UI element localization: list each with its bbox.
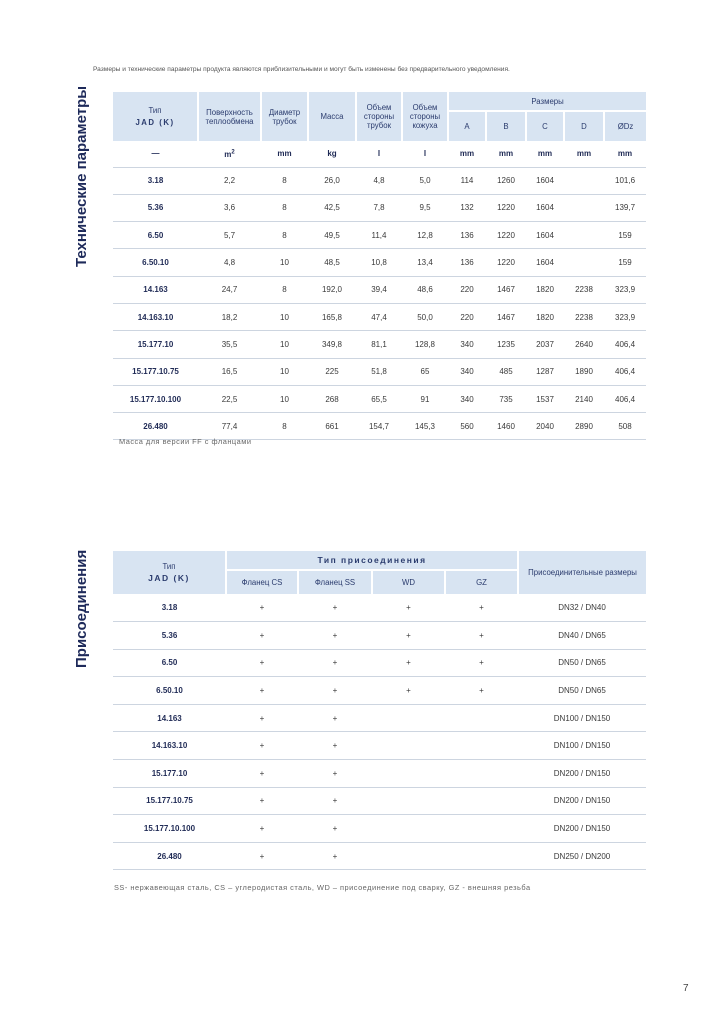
- connection-wd-cell: [372, 842, 445, 870]
- value-cell: 2238: [564, 276, 604, 303]
- value-cell: 560: [448, 413, 486, 440]
- connection-gz-cell: +: [445, 622, 518, 650]
- connection-wd-cell: +: [372, 677, 445, 705]
- model-cell: 14.163.10: [113, 732, 226, 760]
- value-cell: 220: [448, 303, 486, 330]
- header-type-code: JAD (K): [135, 118, 175, 127]
- value-cell: 406,4: [604, 331, 646, 358]
- table-row: [113, 276, 646, 303]
- value-cell: 4,8: [356, 167, 402, 194]
- model-cell: 15.177.10.75: [113, 358, 198, 385]
- value-cell: 35,5: [198, 331, 261, 358]
- value-cell: 2040: [526, 413, 564, 440]
- value-cell: 4,8: [198, 249, 261, 276]
- value-cell: 13,4: [402, 249, 448, 276]
- value-cell: 1604: [526, 194, 564, 221]
- disclaimer-text: Размеры и технические параметры продукта являются приблизительными и могут быть изменены без предварительного уведомления.: [93, 66, 510, 73]
- header-dim-dz: ØDz: [604, 111, 646, 141]
- value-cell: 12,8: [402, 222, 448, 249]
- value-cell: 91: [402, 385, 448, 412]
- model-cell: 3.18: [113, 167, 198, 194]
- connection-size-cell: DN200 / DN150: [518, 787, 646, 815]
- connection-ss-cell: +: [298, 594, 372, 622]
- connection-ss-cell: +: [298, 622, 372, 650]
- units-row: [113, 141, 646, 167]
- value-cell: 154,7: [356, 413, 402, 440]
- value-cell: 1235: [486, 331, 526, 358]
- connection-ss-cell: +: [298, 649, 372, 677]
- value-cell: 65,5: [356, 385, 402, 412]
- table-row: [113, 677, 646, 705]
- value-cell: 16,5: [198, 358, 261, 385]
- table-row: [113, 649, 646, 677]
- unit-cell: mm: [526, 141, 564, 167]
- unit-cell: mm: [448, 141, 486, 167]
- header-flange-ss: Фланец SS: [298, 570, 372, 594]
- connection-wd-cell: [372, 732, 445, 760]
- header-connection-type: Тип присоединения: [226, 551, 518, 570]
- value-cell: 10,8: [356, 249, 402, 276]
- connection-size-cell: DN100 / DN150: [518, 732, 646, 760]
- model-cell: 14.163: [113, 704, 226, 732]
- value-cell: 101,6: [604, 167, 646, 194]
- connection-cs-cell: +: [226, 594, 298, 622]
- connection-cs-cell: +: [226, 704, 298, 732]
- value-cell: 192,0: [308, 276, 356, 303]
- value-cell: 1604: [526, 167, 564, 194]
- unit-cell: l: [402, 141, 448, 167]
- header-sizes: Размеры: [448, 92, 646, 111]
- value-cell: 1604: [526, 222, 564, 249]
- value-cell: 225: [308, 358, 356, 385]
- value-cell: 1820: [526, 276, 564, 303]
- value-cell: 8: [261, 167, 308, 194]
- model-cell: 15.177.10: [113, 760, 226, 788]
- value-cell: 77,4: [198, 413, 261, 440]
- connection-cs-cell: +: [226, 649, 298, 677]
- value-cell: 51,8: [356, 358, 402, 385]
- connection-cs-cell: +: [226, 622, 298, 650]
- model-cell: 15.177.10.100: [113, 815, 226, 843]
- model-cell: 15.177.10.75: [113, 787, 226, 815]
- model-cell: 26.480: [113, 842, 226, 870]
- value-cell: 1460: [486, 413, 526, 440]
- connection-gz-cell: [445, 760, 518, 788]
- value-cell: 2238: [564, 303, 604, 330]
- connection-gz-cell: +: [445, 677, 518, 705]
- value-cell: 11,4: [356, 222, 402, 249]
- value-cell: [564, 167, 604, 194]
- connection-size-cell: DN50 / DN65: [518, 649, 646, 677]
- value-cell: 165,8: [308, 303, 356, 330]
- value-cell: 48,6: [402, 276, 448, 303]
- connection-cs-cell: +: [226, 787, 298, 815]
- value-cell: 323,9: [604, 276, 646, 303]
- unit-cell: mm: [604, 141, 646, 167]
- value-cell: 136: [448, 222, 486, 249]
- connection-wd-cell: [372, 787, 445, 815]
- section-title-technical: Технические параметры: [73, 85, 90, 267]
- header-connection-sizes: Присоединительные размеры: [518, 551, 646, 594]
- section-title-connections: Присоединения: [73, 549, 90, 668]
- value-cell: 349,8: [308, 331, 356, 358]
- value-cell: [564, 249, 604, 276]
- connection-ss-cell: +: [298, 760, 372, 788]
- model-cell: 14.163: [113, 276, 198, 303]
- table-row: [113, 413, 646, 440]
- connection-wd-cell: [372, 815, 445, 843]
- value-cell: 1890: [564, 358, 604, 385]
- connection-gz-cell: [445, 704, 518, 732]
- table1-footnote: Масса для версии FF с фланцами: [119, 437, 252, 446]
- value-cell: [564, 222, 604, 249]
- table-row: [113, 303, 646, 330]
- connection-ss-cell: +: [298, 815, 372, 843]
- model-cell: 3.18: [113, 594, 226, 622]
- header-dim-d: D: [564, 111, 604, 141]
- value-cell: 10: [261, 358, 308, 385]
- connection-gz-cell: +: [445, 594, 518, 622]
- value-cell: 3,6: [198, 194, 261, 221]
- model-cell: 15.177.10.100: [113, 385, 198, 412]
- model-cell: 6.50: [113, 222, 198, 249]
- header-type-code: JAD (K): [148, 573, 190, 583]
- model-cell: 6.50: [113, 649, 226, 677]
- header-type: [113, 92, 198, 141]
- connection-gz-cell: +: [445, 649, 518, 677]
- value-cell: 24,7: [198, 276, 261, 303]
- table-row: [113, 594, 646, 622]
- header-dim-b: B: [486, 111, 526, 141]
- value-cell: 42,5: [308, 194, 356, 221]
- table-row: [113, 222, 646, 249]
- value-cell: [564, 194, 604, 221]
- value-cell: 10: [261, 249, 308, 276]
- header-wd: WD: [372, 570, 445, 594]
- connection-cs-cell: +: [226, 842, 298, 870]
- model-cell: 6.50.10: [113, 249, 198, 276]
- value-cell: 139,7: [604, 194, 646, 221]
- header-type-label: Тип: [148, 106, 162, 115]
- connection-ss-cell: +: [298, 704, 372, 732]
- value-cell: 1604: [526, 249, 564, 276]
- value-cell: 2037: [526, 331, 564, 358]
- value-cell: 8: [261, 194, 308, 221]
- unit-cell: mm: [564, 141, 604, 167]
- connection-gz-cell: [445, 815, 518, 843]
- value-cell: 735: [486, 385, 526, 412]
- value-cell: 485: [486, 358, 526, 385]
- value-cell: 8: [261, 276, 308, 303]
- connection-size-cell: DN32 / DN40: [518, 594, 646, 622]
- value-cell: 22,5: [198, 385, 261, 412]
- table-row: [113, 331, 646, 358]
- value-cell: 1467: [486, 276, 526, 303]
- value-cell: 406,4: [604, 358, 646, 385]
- value-cell: 1220: [486, 194, 526, 221]
- table-row: [113, 815, 646, 843]
- header-flange-cs: Фланец CS: [226, 570, 298, 594]
- model-cell: 6.50.10: [113, 677, 226, 705]
- value-cell: 340: [448, 358, 486, 385]
- value-cell: 10: [261, 385, 308, 412]
- header-diameter: Диаметр трубок: [261, 92, 308, 141]
- value-cell: 1220: [486, 249, 526, 276]
- model-cell: 14.163.10: [113, 303, 198, 330]
- value-cell: 268: [308, 385, 356, 412]
- value-cell: 406,4: [604, 385, 646, 412]
- value-cell: 220: [448, 276, 486, 303]
- model-cell: 26.480: [113, 413, 198, 440]
- header-volume-shell: Объем стороны кожуха: [402, 92, 448, 141]
- unit-cell: l: [356, 141, 402, 167]
- unit-cell: kg: [308, 141, 356, 167]
- value-cell: 39,4: [356, 276, 402, 303]
- unit-cell: —: [113, 141, 198, 167]
- value-cell: 5,7: [198, 222, 261, 249]
- unit-text: $m^2$: [224, 148, 235, 159]
- value-cell: 48,5: [308, 249, 356, 276]
- connection-ss-cell: +: [298, 677, 372, 705]
- connection-size-cell: DN250 / DN200: [518, 842, 646, 870]
- connection-wd-cell: [372, 704, 445, 732]
- model-cell: 15.177.10: [113, 331, 198, 358]
- model-cell: 5.36: [113, 622, 226, 650]
- header-gz: GZ: [445, 570, 518, 594]
- header-type: [113, 551, 226, 594]
- value-cell: 9,5: [402, 194, 448, 221]
- connection-size-cell: DN40 / DN65: [518, 622, 646, 650]
- value-cell: 2640: [564, 331, 604, 358]
- connection-size-cell: DN200 / DN150: [518, 760, 646, 788]
- value-cell: 7,8: [356, 194, 402, 221]
- value-cell: 18,2: [198, 303, 261, 330]
- connection-size-cell: DN50 / DN65: [518, 677, 646, 705]
- value-cell: 2890: [564, 413, 604, 440]
- value-cell: 50,0: [402, 303, 448, 330]
- value-cell: 10: [261, 331, 308, 358]
- value-cell: 8: [261, 222, 308, 249]
- table-row: [113, 704, 646, 732]
- value-cell: 49,5: [308, 222, 356, 249]
- connection-size-cell: DN100 / DN150: [518, 704, 646, 732]
- table-row: [113, 787, 646, 815]
- table-row: [113, 842, 646, 870]
- header-dim-a: A: [448, 111, 486, 141]
- unit-cell: mm: [261, 141, 308, 167]
- connection-gz-cell: [445, 842, 518, 870]
- connection-ss-cell: +: [298, 842, 372, 870]
- connection-wd-cell: +: [372, 622, 445, 650]
- technical-parameters-table: [113, 92, 646, 440]
- connection-cs-cell: +: [226, 760, 298, 788]
- connection-cs-cell: +: [226, 732, 298, 760]
- value-cell: 114: [448, 167, 486, 194]
- value-cell: 508: [604, 413, 646, 440]
- value-cell: 136: [448, 249, 486, 276]
- model-cell: 5.36: [113, 194, 198, 221]
- value-cell: 340: [448, 385, 486, 412]
- value-cell: 5,0: [402, 167, 448, 194]
- connection-gz-cell: [445, 787, 518, 815]
- value-cell: 661: [308, 413, 356, 440]
- table-row: [113, 385, 646, 412]
- page-number: 7: [683, 983, 689, 994]
- table-row: [113, 249, 646, 276]
- table-row: [113, 732, 646, 760]
- connection-ss-cell: +: [298, 787, 372, 815]
- connection-wd-cell: +: [372, 649, 445, 677]
- connection-ss-cell: +: [298, 732, 372, 760]
- value-cell: 1467: [486, 303, 526, 330]
- value-cell: 1287: [526, 358, 564, 385]
- connection-size-cell: DN200 / DN150: [518, 815, 646, 843]
- connection-wd-cell: +: [372, 594, 445, 622]
- header-dim-c: C: [526, 111, 564, 141]
- value-cell: 1260: [486, 167, 526, 194]
- header-mass: Масса: [308, 92, 356, 141]
- value-cell: 132: [448, 194, 486, 221]
- table-row: [113, 622, 646, 650]
- value-cell: 1537: [526, 385, 564, 412]
- value-cell: 65: [402, 358, 448, 385]
- connection-cs-cell: +: [226, 677, 298, 705]
- table-row: [113, 167, 646, 194]
- header-surface: Поверхность теплообмена: [198, 92, 261, 141]
- value-cell: 323,9: [604, 303, 646, 330]
- value-cell: 1820: [526, 303, 564, 330]
- unit-cell: mm: [486, 141, 526, 167]
- connection-cs-cell: +: [226, 815, 298, 843]
- connection-gz-cell: [445, 732, 518, 760]
- value-cell: 2,2: [198, 167, 261, 194]
- value-cell: 128,8: [402, 331, 448, 358]
- value-cell: 1220: [486, 222, 526, 249]
- value-cell: 10: [261, 303, 308, 330]
- header-volume-tube: Объем стороны трубок: [356, 92, 402, 141]
- value-cell: 8: [261, 413, 308, 440]
- header-type-label: Тип: [162, 562, 176, 571]
- table2-footnote: SS- нержавеющая сталь, CS – углеродистая сталь, WD – присоединение под сварку, GZ - внешняя резьба: [114, 883, 531, 892]
- value-cell: 145,3: [402, 413, 448, 440]
- value-cell: 159: [604, 222, 646, 249]
- value-cell: 2140: [564, 385, 604, 412]
- table-row: [113, 194, 646, 221]
- table-row: [113, 760, 646, 788]
- connection-wd-cell: [372, 760, 445, 788]
- table-row: [113, 358, 646, 385]
- unit-cell: [198, 141, 261, 167]
- value-cell: 47,4: [356, 303, 402, 330]
- value-cell: 159: [604, 249, 646, 276]
- value-cell: 26,0: [308, 167, 356, 194]
- value-cell: 340: [448, 331, 486, 358]
- value-cell: 81,1: [356, 331, 402, 358]
- connections-table: [113, 551, 646, 870]
